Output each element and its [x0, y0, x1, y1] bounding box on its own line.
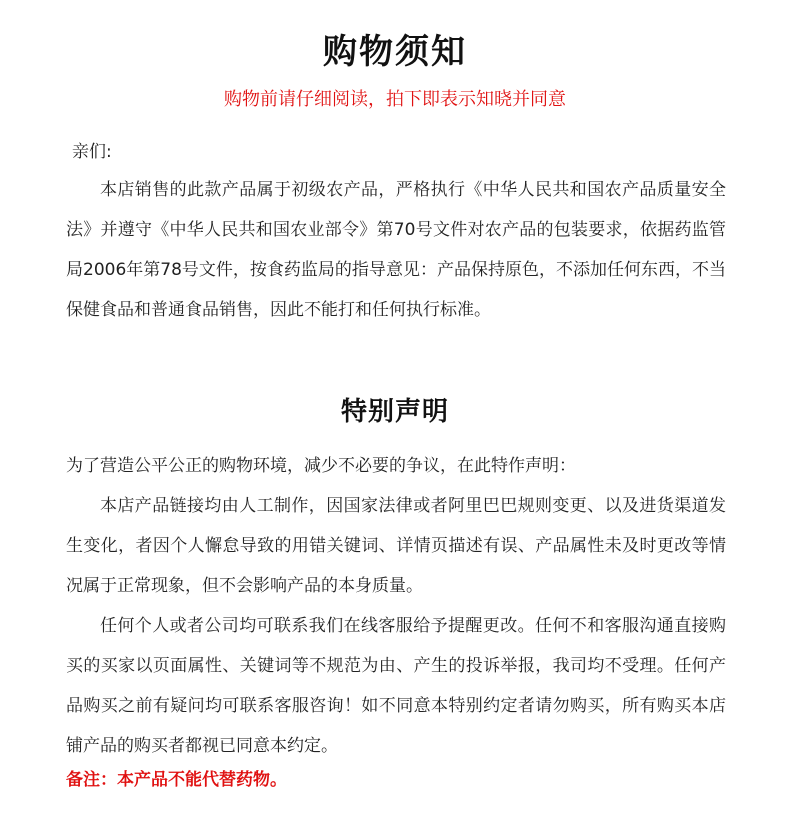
special-statement-title: 特别声明	[340, 397, 449, 427]
shopping-notice-title: 购物须知	[323, 32, 467, 72]
greeting-text: 亲们:	[72, 142, 112, 162]
statement-intro: 为了营造公平公正的购物环境，减少不必要的争议，在此特作声明：	[66, 456, 576, 476]
statement-paragraph-2: 任何个人或者公司均可联系我们在线客服给予提醒更改。任何不和客服沟通直接购买的买家以页面属性、关键词等不规范为由、产生的投诉举报，我司均不受理。任何产品购买之前有疑问均可联系客服咨询！如不同意本特别约定者请勿购买，所有购买本店铺产品的购买者都视已同意本约定。	[66, 616, 726, 756]
medicine-note: 备注：本产品不能代替药物。	[66, 770, 287, 790]
statement-paragraph-1: 本店产品链接均由人工制作，因国家法律或者阿里巴巴规则变更、以及进货渠道发生变化，者因个人懈怠导致的用错关键词、详情页描述有误、产品属性未及时更改等情况属于正常现象，但不会影响产品的本身质量。	[66, 496, 726, 596]
shopping-notice-subtitle: 购物前请仔细阅读，拍下即表示知晓并同意	[224, 89, 566, 110]
notice-paragraph: 本店销售的此款产品属于初级农产品，严格执行《中华人民共和国农产品质量安全法》并遵守《中华人民共和国农业部令》第70号文件对农产品的包装要求，依据药监管局2006年第78号文件，按食药监局的指导意见：产品保持原色，不添加任何东西，不当保健食品和普通食品销售，因此不能打和任何执行标准。	[66, 180, 726, 320]
